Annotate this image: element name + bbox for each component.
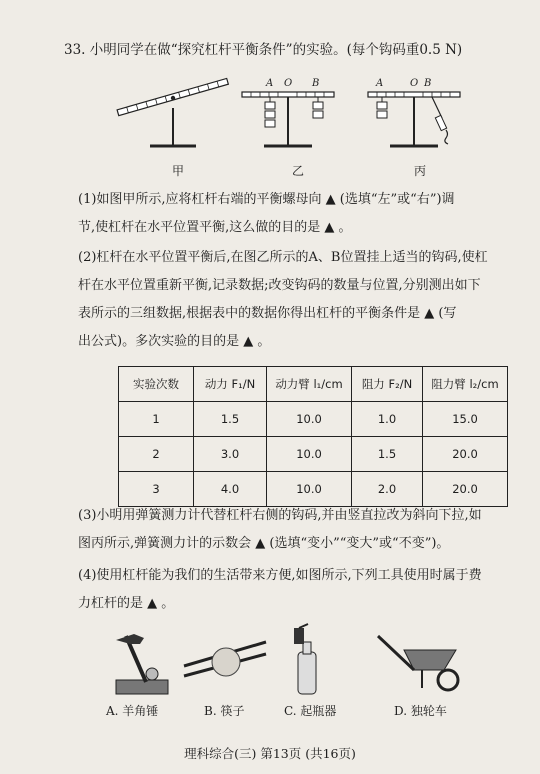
claw-hammer-icon [112, 630, 172, 698]
table-cell: 3.0 [194, 437, 267, 472]
part-4 [78, 562, 518, 618]
table-header: 阻力臂 l₂/cm [423, 367, 508, 402]
label-o: O [284, 78, 293, 89]
part-3 [78, 502, 518, 558]
table-cell: 1.5 [352, 437, 423, 472]
label-a: A [266, 78, 274, 89]
table-cell: 10.0 [267, 472, 352, 507]
table-header: 动力臂 l₁/cm [267, 367, 352, 402]
figure-jia-lever [118, 78, 228, 158]
chopsticks-icon [180, 636, 270, 692]
table-cell: 2 [119, 437, 194, 472]
figure-label-jia: 甲 [172, 164, 185, 178]
data-table [118, 366, 508, 507]
figure-label-bing: 丙 [414, 164, 427, 178]
label-b: B [312, 78, 320, 89]
table-header: 实验次数 [119, 367, 194, 402]
table-cell: 1 [119, 402, 194, 437]
label-a: A [376, 78, 384, 89]
tool-option-d: D. 独轮车 [394, 704, 447, 718]
tool-option-a: A. 羊角锤 [106, 704, 159, 718]
table-cell: 3 [119, 472, 194, 507]
table-cell: 15.0 [423, 402, 508, 437]
table-cell: 2.0 [352, 472, 423, 507]
table-cell: 10.0 [267, 402, 352, 437]
table-header-row [119, 367, 508, 402]
page-footer: 理科综合(三) 第13页 (共16页) [184, 746, 356, 761]
part-2-line-4: 出公式)。多次实验的目的是 ▲ 。 [78, 334, 271, 349]
figure-yi-lever [240, 78, 340, 158]
table-cell: 4.0 [194, 472, 267, 507]
table-cell: 10.0 [267, 437, 352, 472]
table-cell: 20.0 [423, 437, 508, 472]
part-2 [78, 244, 518, 356]
table-cell: 1.0 [352, 402, 423, 437]
tool-option-b: B. 筷子 [204, 704, 245, 718]
part-1-line-1: (1)如图甲所示,应将杠杆右端的平衡螺母向 ▲ (选填“左”或“右”)调 [78, 192, 455, 207]
part-1 [78, 186, 518, 242]
wheelbarrow-icon [374, 628, 464, 694]
table-header: 阻力 F₂/N [352, 367, 423, 402]
bottle-opener-icon [288, 624, 328, 696]
table-row [119, 437, 508, 472]
table-cell: 1.5 [194, 402, 267, 437]
part-2-line-1: (2)杠杆在水平位置平衡后,在图乙所示的A、B位置挂上适当的钩码,使杠 [78, 250, 488, 265]
part-1-line-2: 节,使杠杆在水平位置平衡,这么做的目的是 ▲ 。 [78, 220, 352, 235]
part-4-line-2: 力杠杆的是 ▲ 。 [78, 596, 175, 611]
part-3-line-2: 图丙所示,弹簧测力计的示数会 ▲ (选填“变小”“变大”或“不变”)。 [78, 536, 450, 551]
part-2-line-3: 表所示的三组数据,根据表中的数据你得出杠杆的平衡条件是 ▲ (写 [78, 306, 457, 321]
figure-label-yi: 乙 [292, 164, 305, 178]
question-title: 33. 小明同学在做“探究杠杆平衡条件”的实验。(每个钩码重0.5 N) [64, 42, 463, 58]
table-header: 动力 F₁/N [194, 367, 267, 402]
tool-option-c: C. 起瓶器 [284, 704, 337, 718]
part-3-line-1: (3)小明用弹簧测力计代替杠杆右侧的钩码,并由竖直拉改为斜向下拉,如 [78, 508, 482, 523]
part-2-line-2: 杆在水平位置重新平衡,记录数据;改变钩码的数量与位置,分别测出如下 [78, 278, 481, 293]
figure-bing-lever [366, 78, 466, 158]
part-4-line-1: (4)使用杠杆能为我们的生活带来方便,如图所示,下列工具使用时属于费 [78, 568, 482, 583]
table-cell: 20.0 [423, 472, 508, 507]
label-b: B [424, 78, 432, 89]
label-o: O [410, 78, 419, 89]
table-row [119, 402, 508, 437]
